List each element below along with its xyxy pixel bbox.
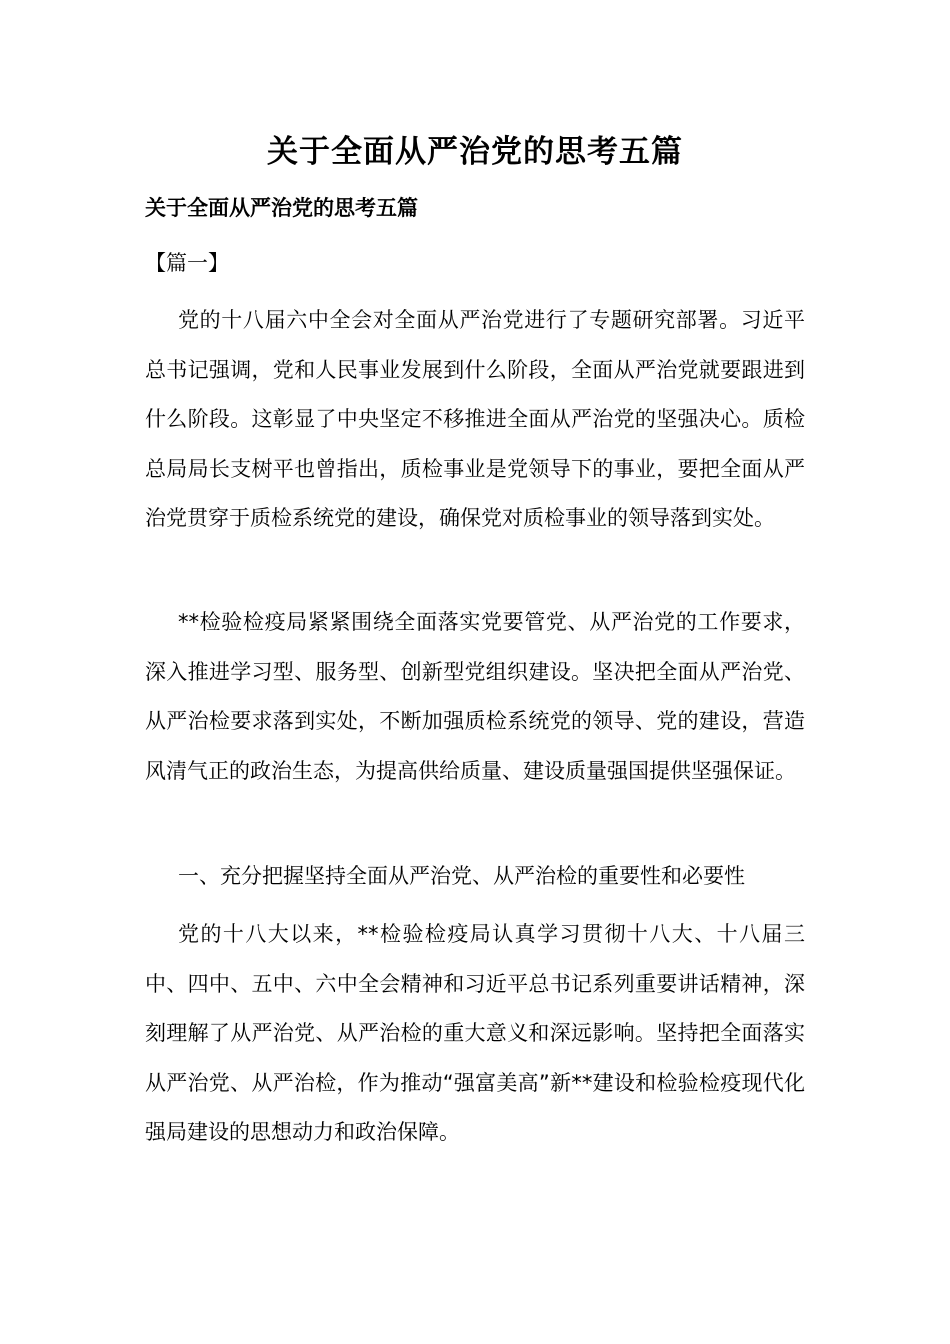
section-heading-1: 一、充分把握坚持全面从严治党、从严治检的重要性和必要性 (178, 864, 745, 888)
section-label: 【篇一】 (145, 251, 229, 275)
paragraph-1: 党的十八届六中全会对全面从严治党进行了专题研究部署。习近平总书记强调，党和人民事业发展到什么阶段，全面从严治党就要跟进到什么阶段。这彰显了中央坚定不移推进全面从严治党的坚强决心。质检总局局长支树平也曾指出，质检事业是党领导下的事业，要把全面从严治党贯穿于质检系统党的建设，确保党对质检事业的领导落到实处。 (145, 308, 805, 531)
paragraph-3: 党的十八大以来，**检验检疫局认真学习贯彻十八大、十八届三中、四中、五中、六中全会精神和习近平总书记系列重要讲话精神，深刻理解了从严治党、从严治检的重大意义和深远影响。坚持把全面落实从严治党、从严治检，作为推动“强富美高”新**建设和检验检疫现代化强局建设的思想动力和政治保障。 (145, 922, 805, 1145)
paragraph-2: **检验检疫局紧紧围绕全面落实党要管党、从严治党的工作要求，深入推进学习型、服务型、创新型党组织建设。坚决把全面从严治党、从严治检要求落到实处，不断加强质检系统党的领导、党的建设，营造风清气正的政治生态，为提高供给质量、建设质量强国提供坚强保证。 (145, 610, 805, 783)
document-title: 关于全面从严治党的思考五篇 (267, 134, 683, 170)
document-subtitle: 关于全面从严治党的思考五篇 (145, 196, 418, 220)
